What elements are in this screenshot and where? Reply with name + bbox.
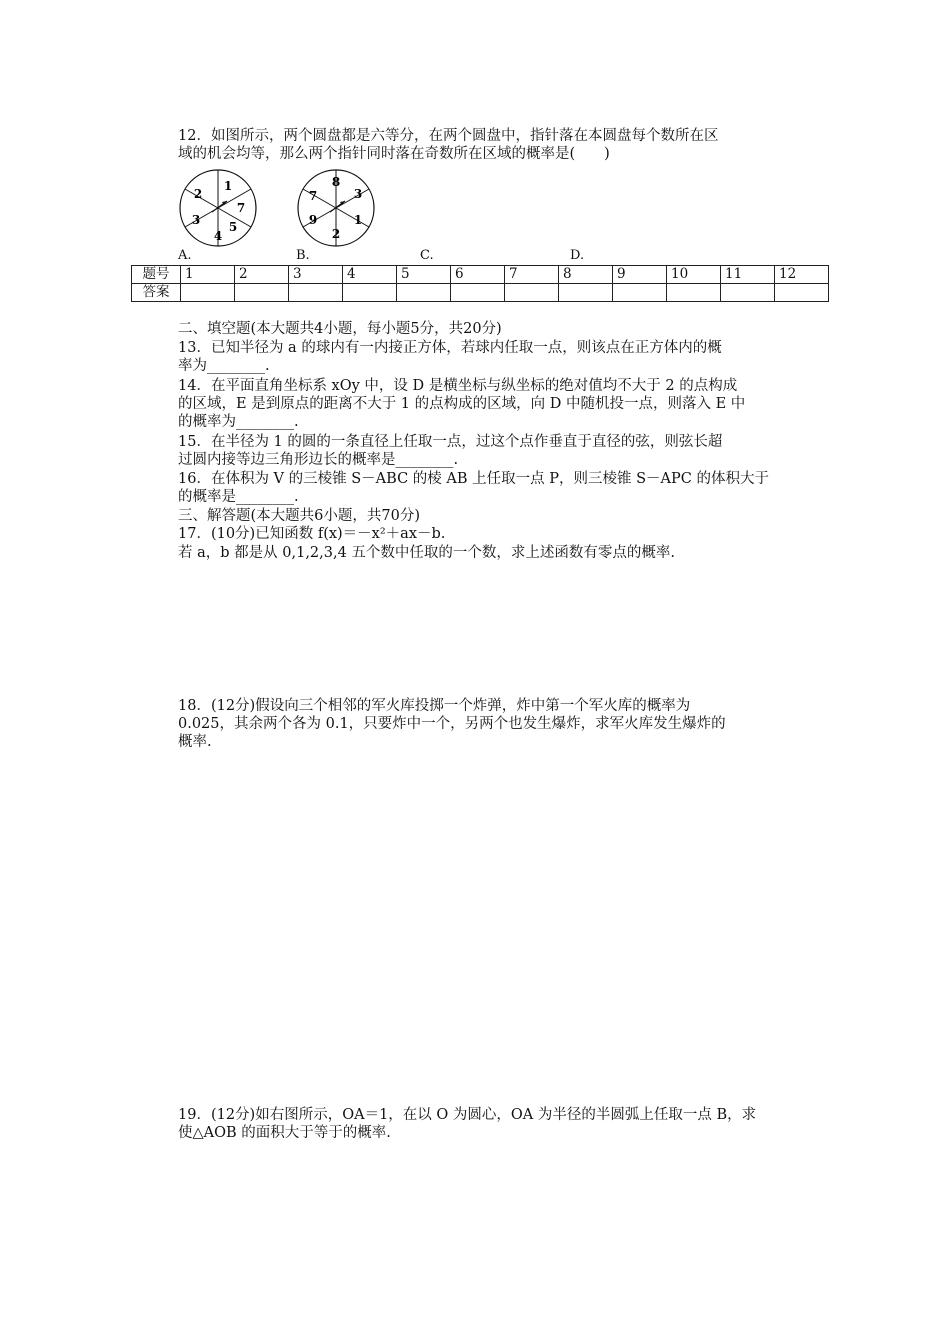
q14-line2: 的区域，E 是到原点的距离不大于 1 的点构成的区域，向 D 中随机投一点，则落入 E 中 [178, 396, 746, 412]
answer-cell[interactable] [289, 284, 343, 302]
q13-line1: 13．已知半径为 a 的球内有一内接正方体，若球内任取一点，则该点在正方体内的概 [178, 340, 722, 356]
wheel1-seg-6: 2 [193, 187, 203, 201]
table-cell: 3 [289, 266, 343, 284]
answer-table [131, 265, 829, 302]
wheel2-seg-1: 8 [331, 175, 341, 189]
q15-line1: 15．在半径为 1 的圆的一条直径上任取一点，过这个点作垂直于直径的弦，则弦长超 [178, 434, 723, 450]
q19-line1: 19．(12分)如右图所示，OA＝1，在以 O 为圆心，OA 为半径的半圆弧上任取一点 B，求 [178, 1107, 757, 1123]
section-fill-in-heading: 二、填空题(本大题共4小题，每小题5分，共20分) [178, 321, 502, 337]
wheel2-seg-3: 1 [353, 213, 363, 227]
q18-line1: 18．(12分)假设向三个相邻的军火库投掷一个炸弹，炸中第一个军火库的概率为 [178, 698, 691, 714]
wheel1-seg-1: 1 [223, 179, 233, 193]
q13-line2: 率为________. [178, 358, 270, 374]
table-cell: 1 [181, 266, 235, 284]
spinner-wheel-2 [296, 168, 376, 248]
q16-line2: 的概率是________. [178, 489, 299, 505]
table-cell: 11 [721, 266, 775, 284]
table-cell: 8 [559, 266, 613, 284]
wheel2-seg-4: 2 [331, 227, 341, 241]
q18-line2: 0.025，其余两个各为 0.1，只要炸中一个，另两个也发生爆炸，求军火库发生爆炸的 [178, 716, 726, 732]
table-cell: 2 [235, 266, 289, 284]
answer-cell[interactable] [343, 284, 397, 302]
table-cell: 7 [505, 266, 559, 284]
table-row [132, 266, 829, 284]
wheel2-seg-2: 3 [353, 187, 363, 201]
wheel1-seg-2: 7 [236, 201, 246, 215]
answer-cell[interactable] [775, 284, 829, 302]
answer-cell[interactable] [235, 284, 289, 302]
option-c: C. [420, 248, 434, 263]
q18-line3: 概率. [178, 734, 212, 750]
q15-line2: 过圆内接等边三角形边长的概率是________. [178, 452, 459, 468]
table-header-number: 题号 [132, 266, 181, 284]
wheel1-seg-4: 4 [213, 229, 223, 243]
answer-cell[interactable] [397, 284, 451, 302]
answer-cell[interactable] [181, 284, 235, 302]
section-solve-heading: 三、解答题(本大题共6小题，共70分) [178, 508, 420, 524]
option-d: D. [570, 248, 585, 263]
answer-cell[interactable] [451, 284, 505, 302]
q17-line2: 若 a，b 都是从 0,1,2,3,4 五个数中任取的一个数，求上述函数有零点的概率. [178, 545, 676, 561]
answer-cell[interactable] [505, 284, 559, 302]
q12-line1: 12．如图所示，两个圆盘都是六等分，在两个圆盘中，指针落在本圆盘每个数所在区 [178, 128, 719, 144]
table-cell: 6 [451, 266, 505, 284]
q12-line2: 域的机会均等，那么两个指针同时落在奇数所在区域的概率是( ) [178, 146, 610, 162]
q19-line2: 使△AOB 的面积大于等于的概率. [178, 1125, 391, 1141]
option-b: B. [296, 248, 310, 263]
table-cell: 5 [397, 266, 451, 284]
table-cell: 4 [343, 266, 397, 284]
wheel1-seg-3: 5 [228, 220, 238, 234]
option-a: A. [178, 248, 192, 263]
answer-cell[interactable] [559, 284, 613, 302]
table-cell: 9 [613, 266, 667, 284]
wheel1-seg-5: 3 [191, 213, 201, 227]
q16-line1: 16．在体积为 V 的三棱锥 S－ABC 的棱 AB 上任取一点 P，则三棱锥 S－APC 的体积大于 [178, 471, 769, 487]
q14-line1: 14．在平面直角坐标系 xOy 中，设 D 是横坐标与纵坐标的绝对值均不大于 2 的点构成 [178, 378, 738, 394]
spinner-wheel-1 [178, 168, 258, 248]
answer-cell[interactable] [667, 284, 721, 302]
table-header-answer: 答案 [132, 284, 181, 302]
wheel2-seg-6: 7 [308, 189, 318, 203]
q17-line1: 17．(10分)已知函数 f(x)＝－x²＋ax－b. [178, 526, 446, 542]
table-cell: 10 [667, 266, 721, 284]
q14-line3: 的概率为________. [178, 414, 299, 430]
wheel2-seg-5: 9 [308, 213, 318, 227]
answer-cell[interactable] [721, 284, 775, 302]
table-cell: 12 [775, 266, 829, 284]
answer-cell[interactable] [613, 284, 667, 302]
table-row [132, 284, 829, 302]
